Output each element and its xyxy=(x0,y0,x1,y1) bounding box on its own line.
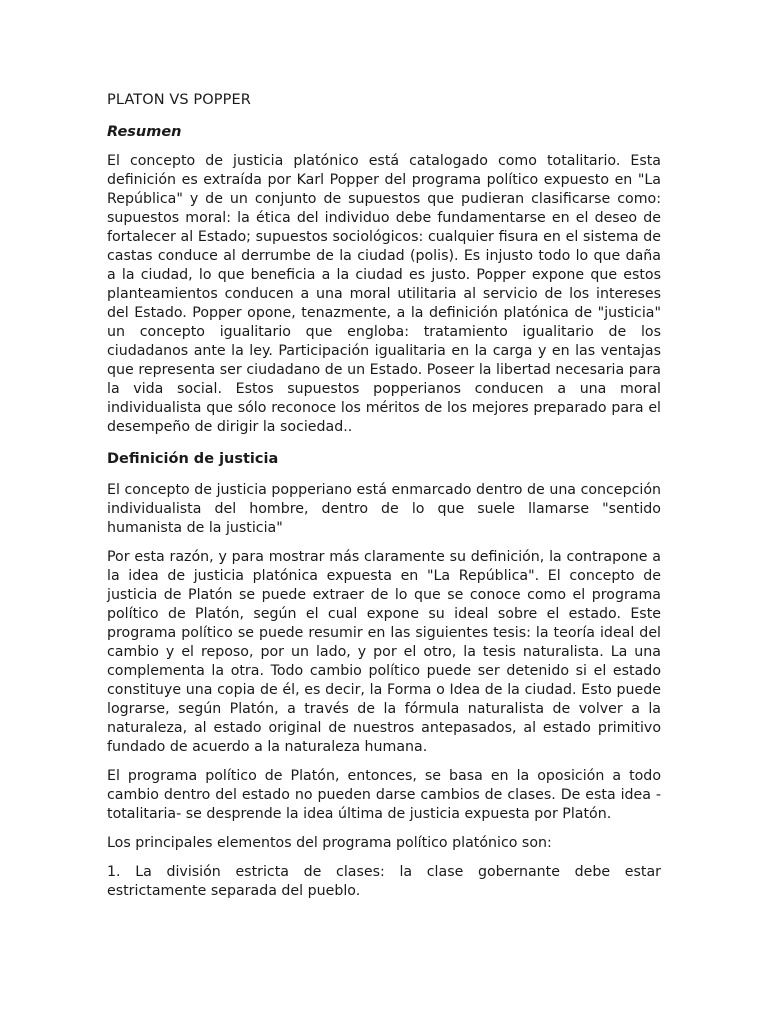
section-heading-definition: Definición de justicia xyxy=(107,451,279,467)
body-paragraph: Los principales elementos del programa político platónico son: xyxy=(107,835,552,851)
summary-heading: Resumen xyxy=(107,124,182,140)
body-paragraph: El programa político de Platón, entonces, se basa en la oposición a todo cambio dentro del estado no pueden darse cambios de clases. De esta idea -totalitaria- se desprende la idea última de justicia expuesta por Platón. xyxy=(107,768,661,822)
list-item-paragraph: 1. La división estricta de clases: la clase gobernante debe estar estrictamente separada del pueblo. xyxy=(107,864,661,899)
document-title: PLATON VS POPPER xyxy=(107,92,251,108)
document-page xyxy=(107,90,661,911)
summary-paragraph: El concepto de justicia platónico está catalogado como totalitario. Esta definición es extraída por Karl Popper del programa político expuesto en "La República" y de un conjunto de supuestos que pudieran clasificarse como: supuestos moral: la ética del individuo debe fundamentarse en el deseo de fortalecer al Estado; supuestos sociológicos: cualquier fisura en el sistema de castas conduce al derrumbe de la ciudad (polis). Es injusto todo lo que daña a la ciudad, lo que beneficia a la ciudad es justo. Popper expone que estos planteamientos conducen a una moral utilitaria al servicio de los intereses del Estado. Popper opone, tenazmente, a la definición platónica de "justicia" un concepto igualitario que engloba: tratamiento igualitario de los ciudadanos ante la ley. Participación igualitaria en la carga y en las ventajas que representa ser ciudadano de un Estado. Poseer la libertad necesaria para la vida social. Estos supuestos popperianos conducen a una moral individualista que sólo reconoce los méritos de los mejores preparado para el desempeño de dirigir la sociedad.. xyxy=(107,153,661,435)
body-paragraph: Por esta razón, y para mostrar más claramente su definición, la contrapone a la idea de justicia platónica expuesta en "La República". El concepto de justicia de Platón se puede extraer de lo que se conoce como el programa político de Platón, según el cual expone su ideal sobre el estado. Este programa político se puede resumir en las siguientes tesis: la teoría ideal del cambio y el reposo, por un lado, y por el otro, la tesis naturalista. La una complementa la otra. Todo cambio político puede ser detenido si el estado constituye una copia de él, es decir, la Forma o Idea de la ciudad. Esto puede lograrse, según Platón, a través de la fórmula naturalista de volver a la naturaleza, al estado original de nuestros antepasados, al estado primitivo fundado de acuerdo a la naturaleza humana. xyxy=(107,549,661,755)
body-paragraph: El concepto de justicia popperiano está enmarcado dentro de una concepción individualista del hombre, dentro de lo que suele llamarse "sentido humanista de la justicia" xyxy=(107,482,661,536)
